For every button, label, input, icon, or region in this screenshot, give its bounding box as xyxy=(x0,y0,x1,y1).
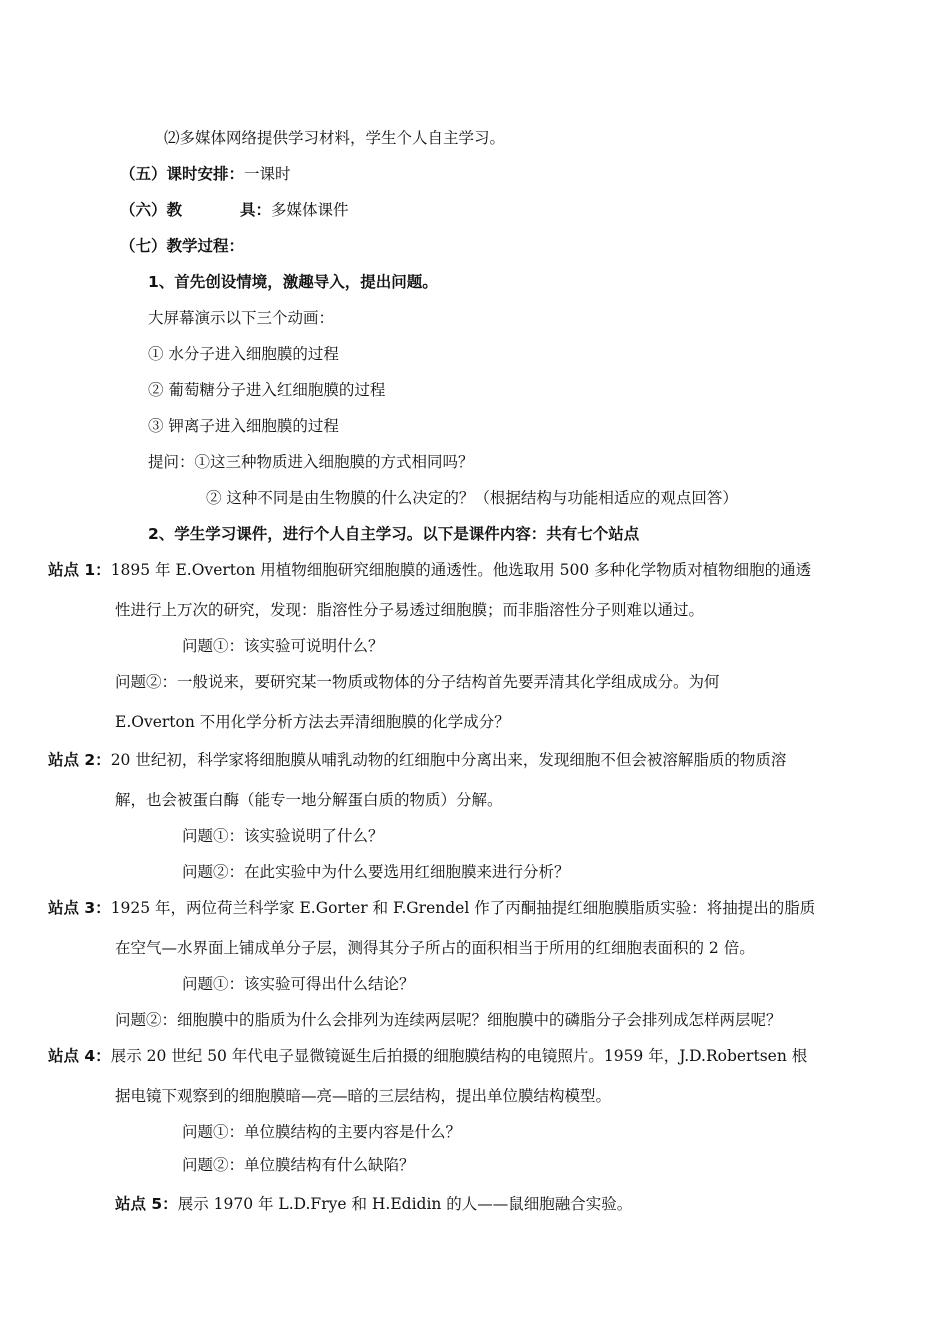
station-text: 1925 年，两位荷兰科学家 E.Gorter 和 F.Grendel 作了丙酮抽提红细胞膜脂质实验：将抽提出的脂质 xyxy=(110,899,816,917)
demo-intro: 大屏幕演示以下三个动画： xyxy=(148,309,335,327)
station-question: 问题②：单位膜结构有什么缺陷？ xyxy=(182,1156,415,1174)
animation-item: ② 葡萄糖分子进入红细胞膜的过程 xyxy=(148,381,386,399)
station-question: 问题②：在此实验中为什么要选用红细胞膜来进行分析？ xyxy=(182,863,570,881)
station-text: 20 世纪初，科学家将细胞膜从哺乳动物的红细胞中分离出来，发现细胞不但会被溶解脂质的物质溶 xyxy=(110,751,787,769)
step1-heading: 1、首先创设情境，激趣导入，提出问题。 xyxy=(148,273,438,291)
station-text: 展示 1970 年 L.D.Frye 和 H.Edidin 的人——鼠细胞融合实验。 xyxy=(177,1195,633,1213)
station-1-line xyxy=(48,560,811,580)
station-text-cont: 性进行上万次的研究，发现：脂溶性分子易透过细胞膜；而非脂溶性分子则难以通过。 xyxy=(115,601,705,619)
station-5-line xyxy=(115,1194,632,1214)
question-line: 提问：①这三种物质进入细胞膜的方式相同吗？ xyxy=(148,453,474,471)
schedule-label: （五）课时安排： xyxy=(120,165,245,183)
station-text-cont: 解，也会被蛋白酶（能专一地分解蛋白质的物质）分解。 xyxy=(115,791,503,809)
schedule-line xyxy=(120,164,291,184)
step2-heading: 2、学生学习课件，进行个人自主学习。以下是课件内容：共有七个站点 xyxy=(148,525,640,543)
station-label: 站点 3： xyxy=(48,899,111,917)
teaching-method-2: ⑵多媒体网络提供学习材料，学生个人自主学习。 xyxy=(164,129,506,147)
station-question: 问题②：一般说来，要研究某一物质或物体的分子结构首先要弄清其化学组成成分。为何 xyxy=(115,673,720,691)
tools-line xyxy=(120,200,349,220)
station-label: 站点 5： xyxy=(115,1195,178,1213)
station-question-cont: E.Overton 不用化学分析方法去弄清细胞膜的化学成分？ xyxy=(115,713,510,731)
station-question: 问题①：该实验可得出什么结论？ xyxy=(182,975,415,993)
station-question: 问题②：细胞膜中的脂质为什么会排列为连续两层呢？细胞膜中的磷脂分子会排列成怎样两层呢？ xyxy=(115,1011,782,1029)
animation-item: ① 水分子进入细胞膜的过程 xyxy=(148,345,339,363)
tools-value: 多媒体课件 xyxy=(271,201,349,219)
schedule-value: 一课时 xyxy=(244,165,291,183)
tools-label-a: （六）教 xyxy=(120,201,183,219)
station-3-line xyxy=(48,898,815,918)
station-question: 问题①：该实验可说明什么？ xyxy=(182,637,384,655)
station-text: 展示 20 世纪 50 年代电子显微镜诞生后拍摄的细胞膜结构的电镜照片。1959 年，J.D.Robertsen 根 xyxy=(110,1047,808,1065)
process-heading: （七）教学过程： xyxy=(120,237,245,255)
station-text: 1895 年 E.Overton 用植物细胞研究细胞膜的通透性。他选取用 500 多种化学物质对植物细胞的通透 xyxy=(110,561,812,579)
station-label: 站点 2： xyxy=(48,751,111,769)
tools-label-b: 具： xyxy=(240,201,272,219)
station-4-line xyxy=(48,1046,807,1066)
station-label: 站点 1： xyxy=(48,561,111,579)
station-2-line xyxy=(48,750,786,770)
station-question: 问题①：单位膜结构的主要内容是什么？ xyxy=(182,1123,462,1141)
animation-item: ③ 钾离子进入细胞膜的过程 xyxy=(148,417,339,435)
question-line: ② 这种不同是由生物膜的什么决定的？（根据结构与功能相适应的观点回答） xyxy=(206,489,738,507)
station-label: 站点 4： xyxy=(48,1047,111,1065)
station-text-cont: 在空气—水界面上铺成单分子层，测得其分子所占的面积相当于所用的红细胞表面积的 2 倍。 xyxy=(115,939,755,957)
station-question: 问题①：该实验说明了什么？ xyxy=(182,827,384,845)
station-text-cont: 据电镜下观察到的细胞膜暗—亮—暗的三层结构，提出单位膜结构模型。 xyxy=(115,1087,612,1105)
